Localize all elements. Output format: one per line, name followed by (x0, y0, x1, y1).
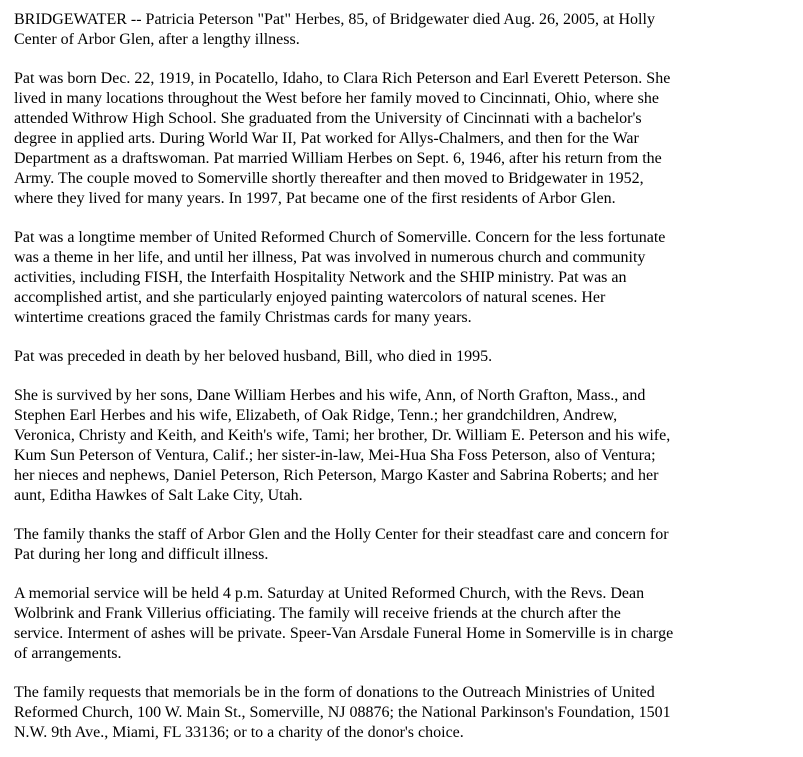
paragraph-survivors: She is survived by her sons, Dane William Herbes and his wife, Ann, of North Grafton, Mass., and Stephen Earl Herbes and his wife, Elizabeth, of Oak Ridge, Tenn.; her grandchildren, Andrew, Veronica, Christy and Keith, and Keith's wife, Tami; her brother, Dr. William E. Peterson and his wife, Kum Sun Peterson of Ventura, Calif.; her sister-in-law, Mei-Hua Sha Foss Peterson, also of Ventura; her nieces and nephews, Daniel Peterson, Rich Peterson, Margo Kaster and Sabrina Roberts; and her aunt, Editha Hawkes of Salt Lake City, Utah. (14, 387, 671, 504)
paragraph-church-community: Pat was a longtime member of United Reformed Church of Somerville. Concern for the less fortunate was a theme in her life, and until her illness, Pat was involved in numerous church and community activities, including FISH, the Interfaith Hospitality Network and the SHIP ministry. Pat was an accomplished artist, and she particularly enjoyed painting watercolors of natural scenes. Her wintertime creations graced the family Christmas cards for many years. (14, 229, 666, 326)
paragraph-biography: Pat was born Dec. 22, 1919, in Pocatello, Idaho, to Clara Rich Peterson and Earl Everett Peterson. She lived in many locations throughout the West before her family moved to Cincinnati, Ohio, where she attended Withrow High School. She graduated from the University of Cincinnati with a bachelor's degree in applied arts. During World War II, Pat worked for Allys-Chalmers, and then for the War Department as a draftswoman. Pat married William Herbes on Sept. 6, 1946, after his return from the Army. The couple moved to Somerville shortly thereafter and then moved to Bridgewater in 1952, where they lived for many years. In 1997, Pat became one of the first residents of Arbor Glen. (14, 70, 671, 207)
paragraph-preceded-in-death: Pat was preceded in death by her beloved husband, Bill, who died in 1995. (14, 348, 493, 365)
paragraph-memorial-donations: The family requests that memorials be in the form of donations to the Outreach Ministries of United Reformed Church, 100 W. Main St., Somerville, NJ 08876; the National Parkinson's Foundation, 1501 N.W. 9th Ave., Miami, FL 33136; or to a charity of the donor's choice. (14, 684, 671, 741)
paragraph-thanks: The family thanks the staff of Arbor Glen and the Holly Center for their steadfast care and concern for Pat during her long and difficult illness. (14, 526, 669, 563)
paragraph-announcement: BRIDGEWATER -- Patricia Peterson "Pat" Herbes, 85, of Bridgewater died Aug. 26, 2005, at Holly Center of Arbor Glen, after a lengthy illness. (14, 11, 655, 48)
obituary-text (14, 10, 794, 743)
paragraph-memorial-service: A memorial service will be held 4 p.m. Saturday at United Reformed Church, with the Revs. Dean Wolbrink and Frank Villerius officiating. The family will receive friends at the church after the service. Interment of ashes will be private. Speer-Van Arsdale Funeral Home in Somerville is in charge of arrangements. (14, 585, 674, 662)
